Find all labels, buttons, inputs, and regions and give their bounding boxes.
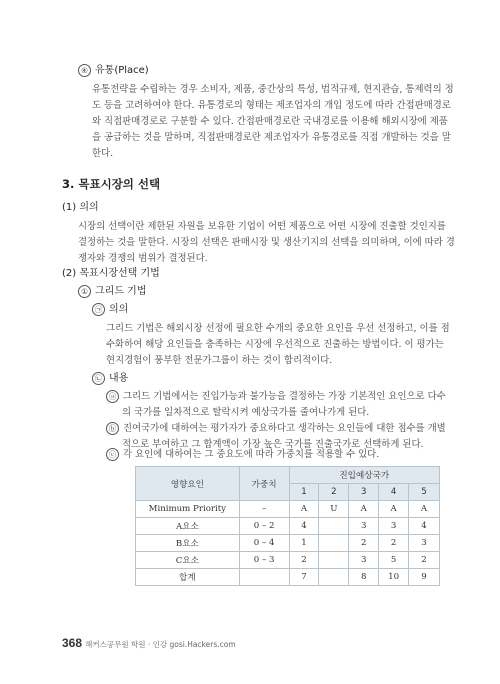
meaning-text-line: 결정하는 것을 말한다. 시장의 선택은 판매시장 및 생산기지의 선택을 의미하며, 이에 따라 경 — [78, 237, 455, 248]
grid-meaning-line: 그리드 기법은 해외시장 선정에 필요한 수개의 중요한 요인을 우선 선정하고, 이를 점 — [106, 323, 450, 334]
meaning-text-line: 쟁자와 경쟁의 범위가 결정된다. — [78, 253, 208, 264]
place-heading — [78, 64, 149, 78]
row-cell: 5 — [379, 552, 409, 569]
footer-text: 해커스공무원 학원 · 인강 gosi.Hackers.com — [85, 640, 236, 649]
table-header-row — [136, 467, 440, 484]
row-cell: 2 — [409, 552, 440, 569]
row-cell: A — [409, 501, 440, 518]
circled-marker: ⓐ — [106, 390, 119, 403]
meaning-marker: (1) — [62, 202, 77, 213]
table-row — [136, 552, 440, 569]
circled-marker: ⓑ — [106, 422, 119, 435]
circled-marker: ① — [78, 285, 91, 298]
circled-marker: ⓒ — [106, 448, 119, 461]
place-text-line: 을 공급하는 것을 말하며, 직접판매경로란 제조업자가 유통경로를 직접 개발하는 것을 말 — [92, 132, 451, 143]
grid-meaning-line: 수화하여 해당 요인들을 충족하는 시장에 우선적으로 진출하는 방법이다. 이 평가는 — [106, 339, 444, 350]
row-factor: Minimum Priority — [136, 501, 240, 518]
row-cell: 3 — [349, 552, 379, 569]
total-weight — [239, 569, 289, 586]
row-cell: A — [289, 501, 319, 518]
row-weight: – — [239, 501, 289, 518]
row-cell: A — [379, 501, 409, 518]
grid-meaning-heading — [92, 303, 128, 317]
table-row — [136, 518, 440, 535]
header-col: 4 — [379, 484, 409, 501]
content-item-text: 그리드 기법에서는 진입가능과 불가능을 결정하는 가장 기본적인 요인으로 다수 — [123, 391, 446, 402]
section-heading: 3. 목표시장의 선택 — [62, 177, 161, 191]
row-cell: A — [349, 501, 379, 518]
header-col: 2 — [319, 484, 349, 501]
page-number: 368 — [62, 636, 83, 650]
header-countries: 진입예상국가 — [289, 467, 440, 484]
content-item-text: 의 국가를 일차적으로 탈락시켜 예상국가를 줄여나가게 된다. — [122, 407, 370, 418]
place-text-line: 한다. — [92, 148, 114, 159]
header-col: 3 — [349, 484, 379, 501]
row-factor: C요소 — [136, 552, 240, 569]
total-cell: 9 — [409, 569, 440, 586]
row-cell: 3 — [349, 518, 379, 535]
header-weight: 가중치 — [239, 467, 289, 501]
meaning-heading — [62, 201, 99, 215]
row-cell: 2 — [349, 535, 379, 552]
row-weight: 0 – 2 — [239, 518, 289, 535]
content-item-c — [106, 448, 379, 462]
total-cell: 10 — [379, 569, 409, 586]
place-text-line: 유통전략을 수립하는 경우 소비자, 제품, 중간상의 특성, 법적규제, 현지관습, 통제력의 정 — [92, 84, 454, 95]
total-cell: 8 — [349, 569, 379, 586]
row-cell: 3 — [379, 518, 409, 535]
row-weight: 0 – 4 — [239, 535, 289, 552]
row-cell: 4 — [289, 518, 319, 535]
content-item-text: 적으로 부여하고 그 합계액이 가장 높은 국가를 진출국가로 선택하게 된다. — [122, 439, 424, 450]
header-factor: 영향요인 — [136, 467, 240, 501]
content-item-a — [106, 390, 446, 404]
grid-heading — [78, 285, 146, 299]
table-total-row — [136, 569, 440, 586]
row-weight: 0 – 3 — [239, 552, 289, 569]
content-item-text: 각 요인에 대하여는 그 중요도에 따라 가중치를 적용할 수 있다. — [123, 449, 380, 460]
row-cell: 4 — [409, 518, 440, 535]
row-cell: 3 — [409, 535, 440, 552]
row-cell: 2 — [379, 535, 409, 552]
table-row — [136, 535, 440, 552]
grid-content-heading — [92, 372, 128, 386]
row-cell — [319, 518, 349, 535]
total-label: 합계 — [136, 569, 240, 586]
meaning-text-line: 시장의 선택이란 제한된 자원을 보유한 기업이 어떤 제품으로 어떤 시장에 진출할 것인지를 — [78, 221, 446, 232]
row-cell: 1 — [289, 535, 319, 552]
circled-marker: ㉡ — [92, 372, 105, 385]
grid-title: 그리드 기법 — [95, 286, 147, 297]
meaning-title: 의의 — [79, 202, 99, 213]
row-cell — [319, 552, 349, 569]
content-item-b — [106, 422, 446, 436]
grid-content-title: 내용 — [109, 373, 129, 384]
grid-table — [135, 466, 440, 586]
circled-marker: ㉠ — [92, 303, 105, 316]
page-footer — [62, 636, 236, 652]
place-title: 유통(Place) — [95, 65, 149, 76]
place-text-line: 도 등을 고려하여야 한다. 유통경로의 형태는 제조업자의 개입 정도에 따라 간접판매경로 — [92, 100, 451, 111]
circled-marker: ④ — [78, 64, 91, 77]
row-cell: 2 — [289, 552, 319, 569]
grid-meaning-line: 현지경험이 풍부한 전문가그룹이 하는 것이 합리적이다. — [106, 355, 333, 366]
place-text-line: 와 직접판매경로로 구분할 수 있다. 간접판매경로란 국내경로를 이용해 해외시장에 제품 — [92, 116, 448, 127]
header-col: 1 — [289, 484, 319, 501]
header-col: 5 — [409, 484, 440, 501]
grid-meaning-title: 의의 — [109, 304, 129, 315]
technique-marker: (2) — [62, 268, 77, 279]
row-cell — [319, 535, 349, 552]
technique-heading — [62, 267, 160, 281]
total-cell — [319, 569, 349, 586]
row-factor: B요소 — [136, 535, 240, 552]
total-cell: 7 — [289, 569, 319, 586]
row-cell: U — [319, 501, 349, 518]
table-row — [136, 501, 440, 518]
technique-title: 목표시장선택 기법 — [79, 268, 160, 279]
content-item-text: 진여국가에 대하여는 평가자가 중요하다고 생각하는 요인들에 대한 점수를 개별 — [123, 423, 446, 434]
row-factor: A요소 — [136, 518, 240, 535]
